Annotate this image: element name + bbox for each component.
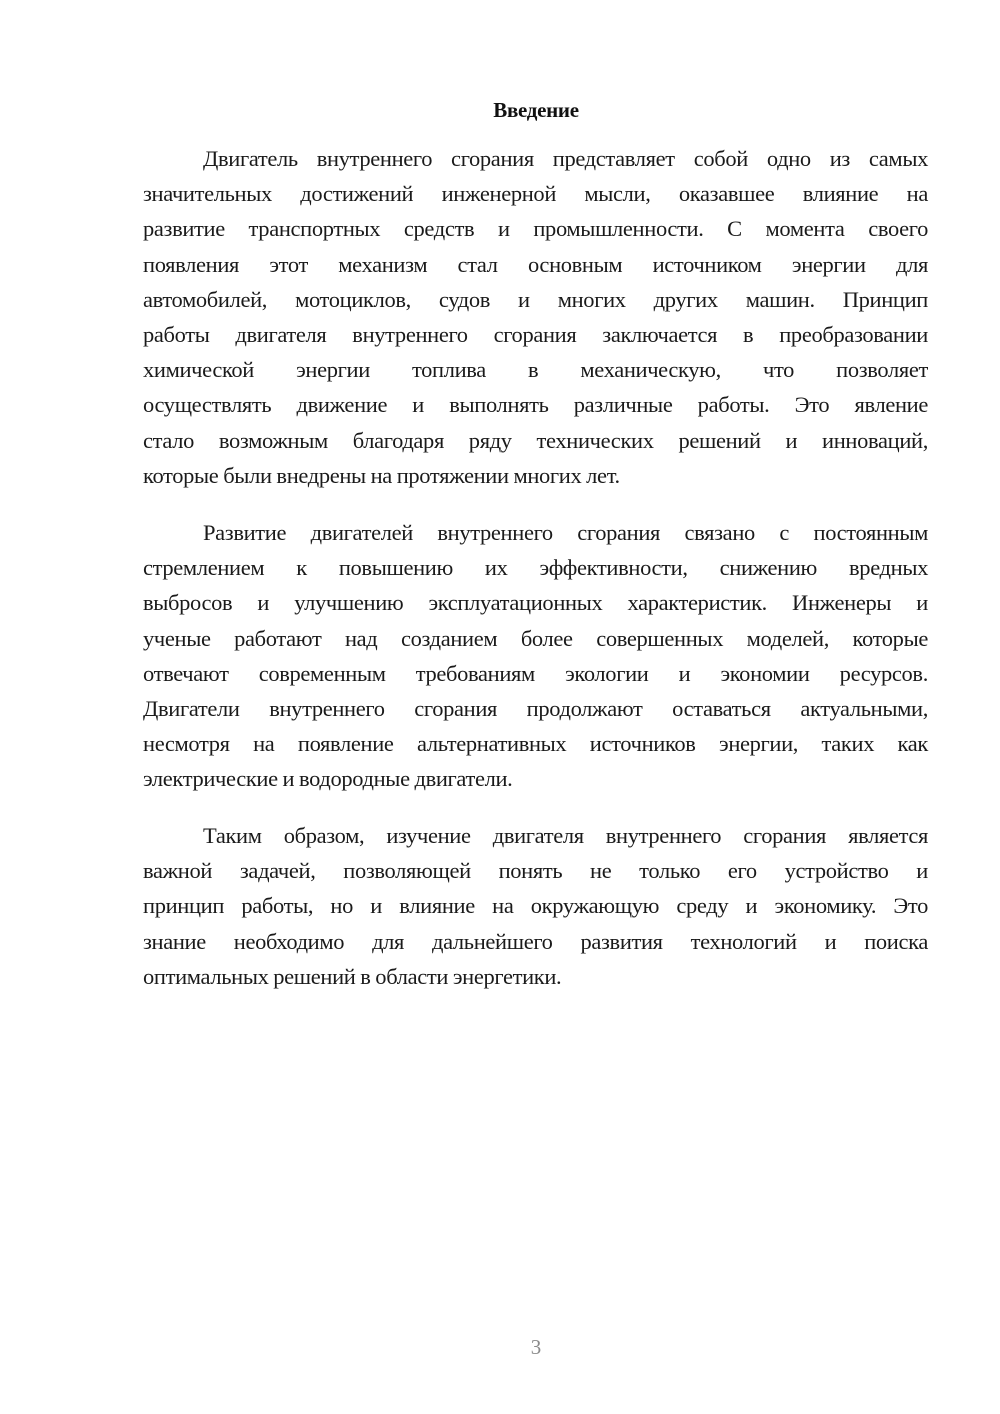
paragraph-line: важной задачей, позволяющей понять не только его устройство и: [143, 858, 928, 884]
paragraph-line: Таким образом, изучение двигателя внутреннего сгорания является: [203, 823, 928, 848]
page-number: 3: [530, 1335, 542, 1359]
paragraph-line: несмотря на появление альтернативных источников энергии, таких как: [143, 731, 928, 757]
paragraph-line: автомобилей, мотоциклов, судов и многих других машин. Принцип: [143, 286, 928, 312]
paragraph-line: знание необходимо для дальнейшего развития технологий и поиска: [143, 928, 928, 954]
paragraph-line: химической энергии топлива в механическую, что позволяет: [143, 357, 928, 383]
paragraph-3: [143, 818, 928, 994]
paragraph-line: оптимальных решений в области энергетики.: [143, 963, 562, 989]
paragraph-line: Развитие двигателей внутреннего сгорания связано с постоянным: [203, 520, 928, 545]
paragraph-line: ученые работают над созданием более совершенных моделей, которые: [143, 625, 928, 651]
paragraph-2: [143, 515, 928, 797]
paragraph-line: осуществлять движение и выполнять различные работы. Это явление: [143, 392, 928, 418]
paragraph-line: значительных достижений инженерной мысли, оказавшее влияние на: [143, 181, 928, 207]
paragraph-line: электрические и водородные двигатели.: [143, 766, 513, 792]
paragraph-line: стало возможным благодаря ряду технических решений и инноваций,: [143, 427, 928, 453]
paragraph-line: отвечают современным требованиям экологии и экономии ресурсов.: [143, 660, 928, 686]
section-heading: Введение: [493, 98, 579, 122]
paragraph-line: выбросов и улучшению эксплуатационных характеристик. Инженеры и: [143, 590, 928, 616]
paragraph-line: работы двигателя внутреннего сгорания заключается в преобразовании: [143, 321, 928, 347]
paragraph-line: которые были внедрены на протяжении многих лет.: [143, 462, 620, 488]
paragraph-line: Двигатель внутреннего сгорания представляет собой одно из самых: [203, 146, 928, 171]
paragraph-line: появления этот механизм стал основным источником энергии для: [143, 251, 928, 277]
paragraph-1: [143, 141, 928, 493]
paragraph-line: развитие транспортных средств и промышленности. С момента своего: [143, 216, 928, 242]
paragraph-line: Двигатели внутреннего сгорания продолжают оставаться актуальными,: [143, 695, 928, 721]
paragraph-line: принцип работы, но и влияние на окружающую среду и экономику. Это: [143, 893, 928, 919]
paragraph-line: стремлением к повышению их эффективности, снижению вредных: [143, 555, 928, 581]
